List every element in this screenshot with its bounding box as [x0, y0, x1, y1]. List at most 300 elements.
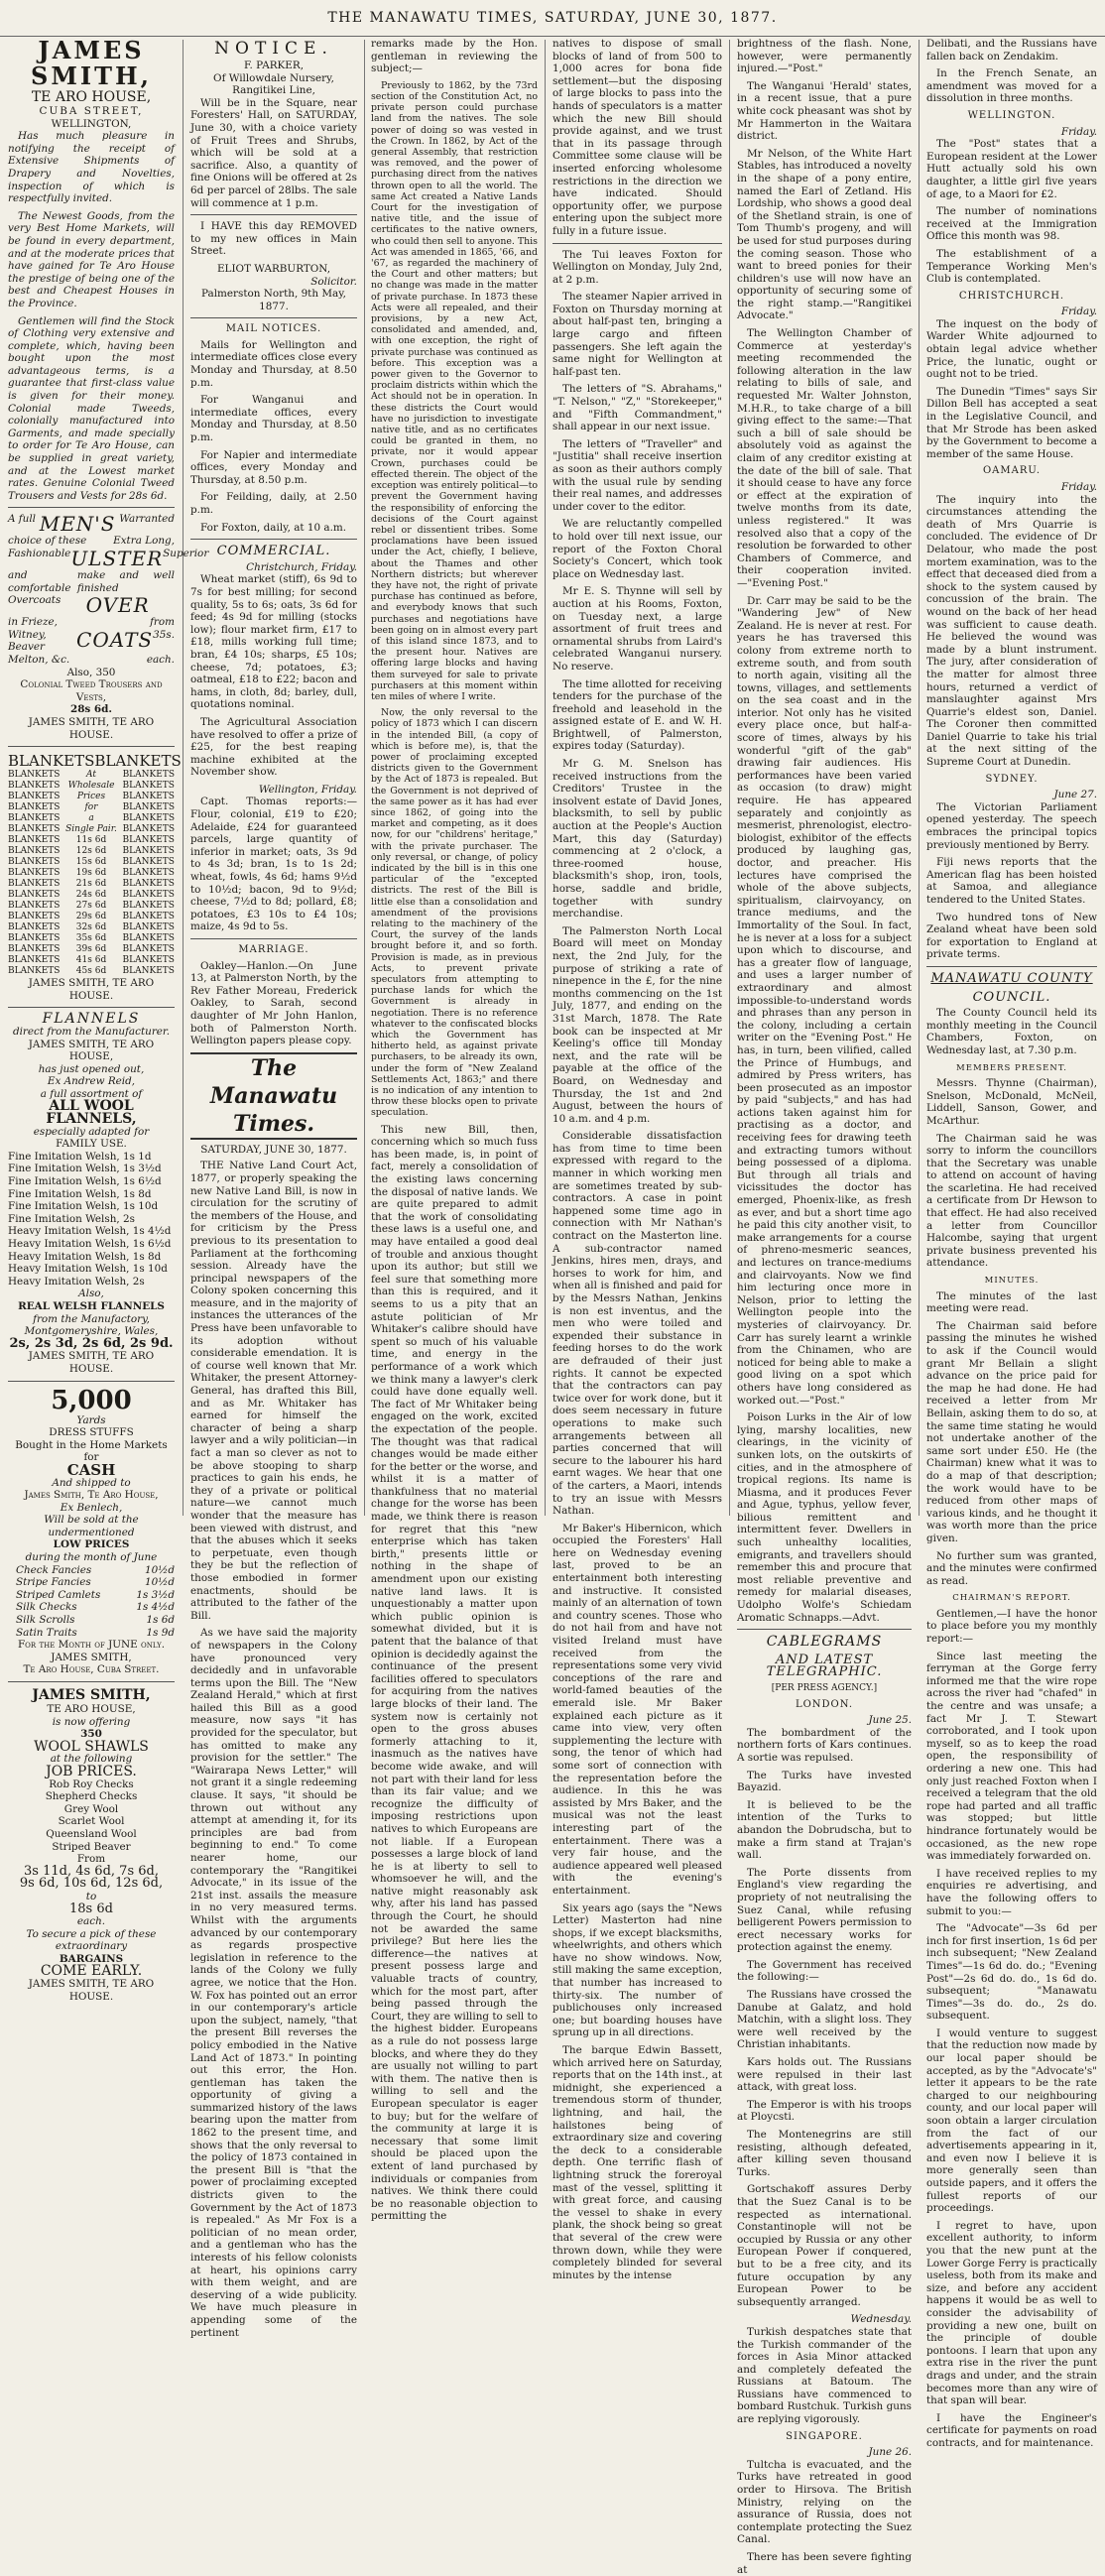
blanket-word: BLANKETS: [122, 912, 175, 922]
blanket-row: [8, 835, 175, 846]
council-11: I would venture to suggest that the reduction now made by our local paper should be accepted, as by the "Advocate's" letter it appears to be the rate charged to our neighbouring county, and our local paper will soon obtain a larger circulation from the fact of our advertisements appearing in it, and even now I believe it is more generally seen than outside papers, and it offers the fullest reports of our proceedings.: [926, 2026, 1097, 2215]
mens-left: A full: [8, 513, 36, 526]
shawl-item: Shepherd Checks: [45, 1790, 138, 1803]
signature: JAMES SMITH, TE ARO HOUSE.: [28, 1350, 155, 1375]
column-1-advertisements: [2, 36, 209, 2003]
blanket-price: 45s 6d: [75, 966, 107, 977]
blanket-word: BLANKETS: [122, 770, 175, 781]
news-item: brightness of the flash. None, however, were permanently injured.—"Post.": [737, 38, 912, 75]
melton: Melton, &c.: [8, 653, 70, 666]
oamaru-heading: OAMARU.: [982, 465, 1042, 477]
mail-notice: For Wanganui and intermediate offices, every Monday and Thursday, at 8.50 p.m.: [190, 394, 357, 444]
blanket-word: BLANKETS: [8, 792, 61, 802]
shawl-item: Rob Roy Checks: [49, 1778, 134, 1790]
column-rule: [729, 40, 730, 1516]
column-rule: [545, 40, 546, 1516]
mail-notice: For Napier and intermediate offices, every Monday and Thursday, at 8.50 p.m.: [190, 448, 357, 486]
shawl-prices-3: 18s 6d: [69, 1901, 113, 1916]
blanket-row: [8, 879, 175, 890]
signature: Te Aro House, Cuba Street.: [23, 1663, 160, 1676]
direct: direct from the Manufacturer.: [12, 1025, 171, 1038]
oamaru-1: The inquiry into the circumstances attending the death of Mrs Quarrie is concluded. The evidence of Dr Delatour, who made the post mortem examination, was to the effect that deceased died from a shock to the system caused by concussion of the brain. The wound on the back of her head was sufficient to cause death. He believed the wound was made by a blunt instrument. The jury, after consideration of the matter for almost three hours, returned a verdict of manslaughter against Mrs Quarrie's eldest son, Daniel. The Coroner then committed Daniel Quarrie to take his trial at the next sitting of the Supreme Court at Dunedin.: [926, 493, 1097, 769]
news-item: Mr Nelson, of the White Hart Stables, has introduced a novelty in the shape of a pony entire, named the Earl of Zetland. His Lordship, who shows a good deal of the Shetland strain, is one of Tom Thumb's progeny, and will be used for stud purposes during the coming season. Those who want to breed ponies for their children's use will now have an opportunity of securing some of the right stamp.—"Rangitikei Advocate.": [737, 147, 912, 322]
flannel-item: Fine Imitation Welsh, 2s: [8, 1212, 135, 1225]
ulster-left: Fashionable: [8, 548, 71, 559]
dress-item: [16, 1627, 175, 1640]
coats-big: COATS: [76, 627, 154, 652]
blanket-word: BLANKETS: [8, 912, 61, 922]
sydney-1: The Victorian Parliament opened yesterday. The speech embraces the principal topics previously mentioned by Berry.: [926, 800, 1097, 851]
news-item: The Palmerston North Local Board will meet on Monday next, the 2nd July, for the purpose of striking a rate of ninepence in the £, for the nine months commencing on the 1st July, 1877, and ending on the 31st March, 1878. The Rate book can be inspected at Mr Keeling's office till Monday next, and the rate will be payable at the office of the Board, on Wednesday and Thursday, the 1st and 2nd August, between the hours of 10 a.m. and 4 p.m.: [552, 924, 722, 1125]
news-item: The time allotted for receiving tenders for the purchase of the freehold and leasehold in the assigned estate of E. and W. H. Brightwell, of Palmerston, expires today (Saturday).: [552, 677, 722, 753]
advert-newest: The Newest Goods, from the very Best Home Markets, will be found in every department, and at the moderate prices that have gained for Te Aro House the prestige of being one of the best and Cheapest Houses in the Province.: [8, 209, 175, 309]
marriage-notice: Oakley—Hanlon.—On June 13, at Palmerston North, by the Rev Father Moreau, Frederick Oakley, to Sarah, second daughter of Mr John Hanlon, both of Palmerston North. Wellington papers please copy.: [190, 959, 357, 1047]
news-item: Considerable dissatisfaction has from time to time been expressed with regard to the manner in which working men are sometimes treated by sub-contractors. A case in point happened some time ago in connection with Mr Nathan's contract on the Masterton line. A sub-contractor named Jenkins, hires men, drays, and horses to work for him, and when all is finished and paid for by the Messrs Nathan, Jenkins is non est inventus, and the men who were toiled and expended their substance in feeding horses to do the work are defrauded of their just rights. It cannot be expected that the contractors can pay twice over for work done, but it does seem necessary in future operations to make such arrangements between all parties concerned that will secure to the labourer his hard earnt wages. We hear that one of the carters, a Maori, intends to try an issue with Messrs Nathan.: [552, 1130, 722, 1518]
press-agency: [PER PRESS AGENCY.]: [771, 1683, 878, 1693]
at-following: at the following: [50, 1753, 133, 1766]
blanket-word: BLANKETS: [8, 781, 61, 792]
blanket-word: BLANKETS: [122, 879, 175, 890]
notice-title: NOTICE.: [214, 39, 333, 59]
friday-2: Friday.: [1060, 306, 1097, 318]
cablegrams-heading: CABLEGRAMS: [766, 1634, 883, 1651]
column-3: [365, 38, 544, 2223]
news-item: We are reluctantly compelled to hold over till next issue, our report of the Foxton Choral Society's Concert, which took place on Wednesday last.: [552, 518, 722, 580]
advert-intro: Has much pleasure in notifying the receipt of Extensive Shipments of Drapery and Novelties, inspection of which is respectfully invited.: [8, 130, 175, 205]
flannel-item: Fine Imitation Welsh, 1s 6½d: [8, 1175, 162, 1188]
dress-item: [16, 1576, 175, 1589]
council-9: I have received replies to my enquiries re advertising, and have the following offers to submit to you:—: [926, 1867, 1097, 1917]
blanket-word: BLANKETS: [122, 802, 175, 813]
chairmans-report: CHAIRMAN'S REPORT.: [952, 1593, 1071, 1604]
blanket-row: [8, 912, 175, 922]
london-heading: LONDON.: [795, 1698, 854, 1710]
removed: I HAVE this day REMOVED to my new offices in Main Street.: [190, 220, 357, 258]
sydney-heading: SYDNEY.: [985, 773, 1039, 785]
bl-at: At: [86, 770, 96, 781]
blanket-row: [8, 966, 175, 977]
dress-name: Silk Scrolls: [16, 1614, 75, 1627]
bl-single: Single Pair.: [65, 824, 117, 835]
blanket-word: BLANKETS: [122, 824, 175, 835]
dress-price: 1s 3½d: [136, 1588, 175, 1601]
friday-1: Friday.: [1060, 125, 1097, 138]
secure: To secure a pick of these extraordinary: [26, 1927, 157, 1953]
blanket-word: BLANKETS: [122, 901, 175, 912]
blanket-word: BLANKETS: [8, 770, 61, 781]
job-prices: JOB PRICES.: [46, 1763, 137, 1779]
palmerston-date: Palmerston North, 9th May, 1877.: [201, 288, 346, 312]
commercial-3: Capt. Thomas reports:—Flour, colonial, £19 to £20; Adelaide, £24 for guaranteed parcels, large quantity of inferior in market; oats, 3s 9d to 4s 3d; bran, 1s to 1s 2d; wheat, fowls, 4s 6d; hams 9½d to 10½d; bacon, 9d to 9½d; cheese, 7½d to 8d; pollard, £8; potatoes, £3 10s to £4 10s; maize, 4s 9d to 5s.: [190, 796, 357, 933]
signature: JAMES SMITH, TE ARO HOUSE,: [28, 1038, 155, 1063]
blanket-row: [8, 933, 175, 944]
blanket-word: BLANKETS: [122, 966, 175, 977]
shawl-item: Queensland Wool: [46, 1827, 137, 1840]
blanket-word: BLANKETS: [8, 955, 61, 966]
blanket-word: BLANKETS: [8, 944, 61, 955]
make: make and well finished: [76, 569, 175, 594]
blanket-price: 29s 6d: [75, 912, 107, 922]
blanket-word: BLANKETS: [8, 922, 61, 933]
christchurch-dateline: Christchurch, Friday.: [246, 560, 357, 573]
blanket-word: BLANKETS: [8, 824, 61, 835]
blanket-price: 35s 6d: [75, 933, 107, 944]
commercial-2: The Agricultural Association have resolved to offer a prize of £25, for the best reaping machine exhibited at the November show.: [190, 715, 357, 779]
council-8: Since last meeting the ferryman at the Gorge ferry informed me that the wire rope across the river had "chafed" in the centre and was unsafe; a fact Mr J. T. Stewart corroborated, and I took upon myself, so as to keep the road open, the responsibility of ordering a new one. This had only just reached Foxton when I received a telegram that the old rope had parted and all traffic was stopped; but little hindrance fortunately would be occasioned, as the new rope was immediately forwarded on.: [926, 1650, 1097, 1863]
flannel-item: Heavy Imitation Welsh, 1s 10d: [8, 1263, 168, 1276]
blanket-word: BLANKETS: [122, 933, 175, 944]
flannel-item: Fine Imitation Welsh, 1s 8d: [8, 1187, 152, 1200]
blanket-word: BLANKETS: [122, 792, 175, 802]
bl-prices: Prices: [76, 792, 106, 802]
blanket-price: 27s 6d: [75, 901, 107, 912]
column-rule: [183, 40, 184, 1516]
dress-name: Silk Checks: [16, 1601, 77, 1614]
editorial-cont-2: This new Bill, then, concerning which so much fuss has been made, is, in point of fact, merely a consolidation of the existing laws concerning the disposal of native lands. We are quite prepared to admit that the work of consolidating these laws is a useful one, and may have entailed a good deal of trouble and anxious thought upon its author; but still we feel sure that something more than this is required, and it seems to us a pity that an astute politician of Mr Whitaker's calibre should have spent so much of his valuable time, and energy in the performance of a work which we think many a lawyer's clerk could have done equally well. The fact of Mr Whitaker being engaged on the work, excited the expectation of the people. The thought was that radical changes would be made either for the better or the worse, and whilst it is a matter of thankfulness that no material change for the worse has been made, we think there is reason for regret that this "new enterprise which has taken birth," presents little or nothing in the shape of amendment upon our existing native land laws. It is unquestionably a matter upon which public opinion is somewhat divided, but it is patent that the balance of that opinion is decidedly against the continuance of the present facilities offered to speculators for acquiring from the natives large blocks of their land. The system now is certainly not open to the gross abuses formerly attaching to it, inasmuch as the natives have become wide awake, and will not part with their land for less than its fair value; and we recognize the difficulty of imposing restrictions upon natives to which Europeans are not liable. If a European possesses a large block of land he is at liberty to sell to whomsoever he will, and the native might reasonably ask why, after his land has passed through the Court, he should not be awarded the same privilege? But here lies the difference—the natives at present possess large and valuable tracts of country, which for the most part, after being passed through the Court, they are willing to sell to the highest bidder. Europeans as a rule do not possess large blocks, and where they do they are usually not willing to part with them. The native then is willing to sell and the European speculator is eager to buy; but for the welfare of the community at large it is necessary that some limit should be placed upon the extent of land purchased by individuals or companies from natives. We think there could be no reasonable objection to permitting the: [371, 1123, 538, 2223]
montgomeryshire: Montgomeryshire, Wales,: [24, 1325, 159, 1338]
real-welsh: REAL WELSH FLANNELS: [18, 1299, 165, 1312]
council-2: Messrs. Thynne (Chairman), Snelson, McDonald, McNeil, Liddell, Sanson, Gower, and McArthur.: [926, 1077, 1097, 1127]
blanket-word: BLANKETS: [8, 901, 61, 912]
from: from: [150, 616, 175, 629]
signature: James Smith, Te Aro House,: [24, 1489, 159, 1502]
signature: JAMES SMITH,: [51, 1651, 132, 1663]
bought: Bought in the Home Markets for: [15, 1438, 168, 1464]
solicitor: Solicitor.: [310, 275, 357, 288]
column-4: [547, 38, 728, 2281]
during: during the month of June: [25, 1551, 158, 1564]
flannel-item: Fine Imitation Welsh, 1s 10d: [8, 1200, 159, 1213]
wool-shawls: WOOL SHAWLS: [34, 1738, 149, 1755]
price-35: 35s.: [153, 628, 175, 641]
blanket-word: BLANKETS: [122, 846, 175, 857]
dress-list: [8, 1564, 175, 1640]
each: each.: [146, 653, 175, 666]
column-5: [731, 38, 918, 2576]
flannel-item: Heavy Imitation Welsh, 1s 8d: [8, 1250, 162, 1263]
advert-brand: JAMES SMITH,: [30, 36, 152, 90]
council-12: I regret to have, upon excellent authority, to inform you that the new punt at the Lower Gorge Ferry is practically useless, both from its make and size, and before any accident happens it would be as well to consider the advisability of providing a new one, built on the principle of double pontoons. I learn that upon any extra rise in the river the punt drags and under, and the strain becomes more than any wire of that span will bear.: [926, 2219, 1097, 2407]
news-item: The letters of "S. Abrahams," "T. Nelson," "Z," "Storekeeper," and "Fifth Commandment," shall appear in our next issue.: [552, 383, 722, 433]
signature: JAMES SMITH, TE ARO HOUSE.: [28, 715, 155, 741]
cable-cont-2: In the French Senate, an amendment was moved for a dissolution in three months.: [926, 67, 1097, 105]
blanket-price: 24s 6d: [75, 890, 107, 901]
bl-for: for: [84, 802, 98, 813]
council-heading: MANAWATU COUNTY: [930, 970, 1093, 986]
mail-heading: MAIL NOTICES.: [225, 323, 322, 335]
blanket-price: 12s 6d: [75, 846, 107, 857]
blanket-word: BLANKETS: [8, 857, 61, 868]
blanket-row: [8, 857, 175, 868]
wellington-dateline: Wellington, Friday.: [258, 783, 357, 796]
news-item: The Wellington Chamber of Commerce at yesterday's meeting recommended the following alteration in the law relating to bills of sale, and requested Mr. Walter Johnston, M.H.R., to take charge of a bill giving effect to the same:—That such a bill of sale should be absolutely void as against the claim of any creditor existing at the date of the bill of sale. That it should cease to have any force or effect at the expiration of twelve months from its date, unless registered." It was resolved also that a copy of the resolution be forwarded to other Chambers of Commerce, and their cooperation invited.—"Evening Post.": [737, 327, 912, 589]
blanket-row: [8, 922, 175, 933]
local-news-cont: [737, 38, 912, 1624]
blanket-price: 39s 6d: [75, 944, 107, 955]
dress-item: [16, 1601, 175, 1614]
from-manufactory: from the Manufactory,: [33, 1312, 150, 1325]
news-item: The letters of "Traveller" and "Justitia" shall receive insertion as soon as their authors comply with the usual rule by sending their real names, and addresses under cover to the editor.: [552, 437, 722, 513]
js-heading: JAMES SMITH,: [32, 1687, 151, 1703]
mail-notice: For Foxton, daily, at 10 a.m.: [200, 521, 347, 534]
council-heading-2: COUNCIL.: [972, 989, 1051, 1005]
mail-notice: Mails for Wellington and intermediate offices close every Monday and Thursday, at 8.50 p.m.: [190, 338, 357, 389]
advert-gents: Gentlemen will find the Stock of Clothing very extensive and complete, which, having been bought upon the most advantageous terms, is a guarantee that first-class value is given for their money. Colonial made Tweeds, colonially manufactured into Garments, and made specially to order for Te Aro House, can be supplied in great variety, and at the Lowest market rates. Genuine Colonial Tweed Trousers and Vests for 28s 6d.: [8, 314, 175, 502]
commercial-1: Wheat market (stiff), 6s 9d to 7s for best milling; for second quality, 5s to 6s; oats, 3s 6d for feed; 4s 9d for milling (stocks low); flour market firm, £17 to £18, mills working full time; bran, £4 10s; sharps, £5 10s; cheese, 7d; potatoes, £3; oatmeal, £18 to £22; bacon and hams, in cloth, 8d; barley, dull, quotations nominal.: [190, 573, 357, 711]
blanket-word: BLANKETS: [122, 781, 175, 792]
blanket-price: 41s 6d: [75, 955, 107, 966]
sydney-3: Two hundred tons of New Zealand wheat have been sold for exportation to England at private terms.: [926, 911, 1097, 961]
mens-big: MEN'S: [39, 512, 116, 537]
dress-item: [16, 1589, 175, 1602]
blankets-title-right: BLANKETS: [94, 752, 182, 771]
all-wool: ALL WOOL FLANNELS,: [46, 1098, 137, 1128]
blanket-price-list: [8, 835, 175, 977]
blanket-word: BLANKETS: [8, 813, 61, 824]
come-early: COME EARLY.: [40, 1963, 143, 1980]
dress-price: 1s 6d: [146, 1614, 175, 1627]
dress-name: Satin Traits: [16, 1626, 77, 1639]
witney: Witney, Beaver: [8, 628, 47, 654]
mens-extra: Extra Long,: [113, 535, 175, 548]
shawl-item: Scarlet Wool: [58, 1815, 125, 1828]
editorial-2: As we have said the majority of newspapers in the Colony have pronounced very decidedly and in unfavorable terms upon the Bill. The "New Zealand Herald," which at first hailed this Bill as a good measure, now says "it has provided for the speculator, but has omitted to make any provision for the settler." The "Wairarapa News Letter," will not grant it a single redeeming clause. It says, "it should be thrown out without any attempt at amending it, for its principles are bad from beginning to end." To come nearer home, our contemporary the "Rangitikei Advocate," in its issue of the 21st inst. assails the measure in no very measured terms. Whilst with the arguments advanced by our contemporary as regards prospective legislation in reference to the lands of the Colony we fully agree, we notice that the Hon. W. Fox has pointed out an error in our contemporary's article upon the subject, namely, "that the present Bill reverses the policy embodied in the Native Land Act of 1873." In pointing out this error, the Hon. gentleman has taken the opportunity of giving a summarized history of the laws bearing upon the matter from 1862 to the present time, and shows that the only reversal to the policy of 1873 contained in the present Bill is "that the power of proclaiming excepted districts given to the Government by the Act of 1873 is repealed." As Mr Fox is a politician of no mean order, and a gentleman who has the interests of his fellow colonists at heart, his opinions carry with them weight, and are deserving of a wide publicity. We have much pleasure in appending some of the pertinent: [190, 1627, 357, 2339]
mens-right: Warranted: [119, 513, 175, 526]
cable-item: Kars holds out. The Russians were repulsed in their last attack, with great loss.: [737, 2056, 912, 2094]
column-2: [184, 38, 363, 2339]
column-6: [921, 38, 1103, 2449]
sydney-2: Fiji news reports that the American flag has been hoisted at Samoa, and allegiance tendered to the United States.: [926, 856, 1097, 906]
bargains: BARGAINS: [59, 1952, 124, 1965]
mail-notice: For Feilding, daily, at 2.50 p.m.: [190, 491, 357, 516]
cash: CASH: [66, 1460, 116, 1479]
marriage-heading: MARRIAGE.: [238, 944, 309, 955]
te-aro-heading: TE ARO HOUSE,: [47, 1703, 136, 1715]
dress-price: 10½d: [145, 1563, 175, 1576]
news-item: Mr Baker's Hibernicon, which occupied the Foresters' Hall here on Wednesday evening last, proved to be an entertainment both interesting and instructive. It consisted mainly of an alternation of town and country scenes. Those who do not hail from and have not visited Ireland must have received from the representations some very vivid conceptions of the rare and world-famed beauties of the emerald isle. Mr Baker explained each picture as it came into view, very often supplementing the lecture with song, the tenor of which had some sort of connection with the representation before the audience. In this he was assisted by Mrs Baker, and the musical was not the least interesting part of the entertainment. There was a very fair house, and the audience appeared well pleased with the evening's entertainment.: [552, 1522, 722, 1897]
cable-items: [737, 1727, 912, 2309]
overcoats: Overcoats: [8, 594, 61, 607]
blanket-row: [8, 868, 175, 879]
to: to: [85, 1890, 97, 1902]
minutes-heading: MINUTES.: [984, 1276, 1040, 1287]
blanket-word: BLANKETS: [8, 933, 61, 944]
blanket-word: BLANKETS: [8, 802, 61, 813]
singapore-heading: SINGAPORE.: [786, 2430, 863, 2442]
cable-item: Gortschakoff assures Derby that the Suez Canal is to be respected as international. Constantinople will not be occupied by Russia or any other European Power if conquered, but to be a free city, and its future occupation by any European Power to be subsequently arranged.: [737, 2183, 912, 2308]
blanket-word: BLANKETS: [122, 868, 175, 879]
singapore-text-2: There has been severe fighting at: [737, 2551, 912, 2576]
five-thousand: 5,000: [51, 1385, 132, 1415]
june-25: June 25.: [868, 1714, 912, 1727]
paper-title: The Manawatu Times.: [190, 1052, 357, 1140]
notice-body: Will be in the Square, near Foresters' Hall, on SATURDAY, June 30, with a choice variety of Fruit Trees and Shrubs, which will be sold at a sacrifice. Also, a quantity of fine Onions will be offered at 2s 6d per parcel of 28lbs. The sale will commence at 1 p.m.: [190, 96, 357, 209]
each2: each.: [76, 1915, 106, 1928]
cable-item: The Russians have crossed the Danube at Galatz, and hold Matchin, with a slight loss. They were well received by the Christian inhabitants.: [737, 1989, 912, 2051]
dress-price-list: [8, 1564, 175, 1640]
dress-price: 10½d: [145, 1576, 175, 1589]
christchurch-2: The Dunedin "Times" says Sir Dillon Bell has accepted a seat in the Legislative Council, and that Mr Strode has been asked by the Government to become a member of the same House.: [926, 385, 1097, 460]
cable-item: The Porte dissents from England's view regarding the propriety of not neutralising the Suez Canal, while refusing belligerent Powers permission to erect necessary works for protection against the enemy.: [737, 1866, 912, 1954]
blanket-word: BLANKETS: [122, 890, 175, 901]
shawl-item: Grey Wool: [63, 1802, 119, 1815]
wellington-1: The "Post" states that a European resident at the Lower Hutt actually sold his own daughter, a little girl five years of age, to a Maori for £2.: [926, 138, 1097, 200]
council-1: The County Council held its monthly meeting in the Council Chambers, Foxton, on Wednesday last, at 7.30 p.m.: [926, 1007, 1097, 1056]
council-6: No further sum was granted, and the minutes were confirmed as read.: [926, 1549, 1097, 1587]
eliot: ELIOT WARBURTON,: [216, 262, 331, 275]
council-4: The minutes of the last meeting were read.: [926, 1289, 1097, 1315]
cable-item: The Turks have invested Bayazid.: [737, 1769, 912, 1794]
dress-item: [16, 1614, 175, 1627]
blankets-title-left: BLANKETS: [8, 752, 95, 771]
yards: Yards: [76, 1413, 106, 1426]
june-26: June 26.: [868, 2446, 912, 2459]
ex-benlech: Ex Benlech,: [60, 1501, 123, 1514]
flannel-item: Fine Imitation Welsh, 1s 3½d: [8, 1163, 162, 1175]
blanket-price: 19s 6d: [75, 868, 107, 879]
council-10: The "Advocate"—3s 6d per inch for first insertion, 1s 6d per inch subsequent; "New Zealand Times"—1s 6d do. do.; "Evening Post"—2s 6d do. do., 1s 6d do. subsequent; "Manawatu Times"—3s do. do., 2s do. subsequent.: [926, 1922, 1098, 2023]
blanket-row: [8, 901, 175, 912]
family-use: FAMILY USE.: [56, 1138, 127, 1151]
council-13: I have the Engineer's certificate for payments on road contracts, and for maintenance.: [926, 2411, 1097, 2449]
christchurch-heading: CHRISTCHURCH.: [958, 290, 1065, 302]
mens-choice: choice of these: [8, 535, 87, 548]
cable-item: The Emperor is with his troops at Ploycsti.: [737, 2098, 912, 2124]
column-rule: [919, 40, 920, 1516]
news-item: The steamer Napier arrived in Foxton on Thursday morning at about half-past ten, bringing a large cargo and fifteen passengers. She left again the same night for Wellington at half-past ten.: [552, 291, 722, 378]
local-news: [552, 249, 722, 2282]
council-7: Gentlemen,—I have the honor to place before you my monthly report:—: [926, 1607, 1097, 1646]
signature: JAMES SMITH, TE ARO HOUSE.: [28, 1978, 155, 2003]
low-prices: LOW PRICES: [53, 1538, 130, 1551]
dress-name: Check Fancies: [16, 1563, 92, 1576]
blanket-price: 21s 6d: [75, 879, 107, 890]
ex-ship: Ex Andrew Reid,: [47, 1075, 136, 1088]
blanket-price: 15s 6d: [75, 857, 107, 868]
blanket-word: BLANKETS: [122, 813, 175, 824]
wednesday-text: Turkish despatches state that the Turkish commander of the forces in Asia Minor attacked and completely defeated the Russians at Batoum. The Russians have commenced to bombard Rustchuk. Turkish guns are replying vigorously.: [737, 2325, 912, 2426]
cable-item: The bombardment of the northern forts of Kars continues. A sortie was repulsed.: [737, 1726, 912, 1764]
also: Also, 350: [66, 666, 116, 678]
christchurch-1: The inquest on the body of Warder White adjourned to obtain legal advice whether Price, the lunatic, ought or ought not to be tried.: [926, 317, 1097, 381]
blanket-word: BLANKETS: [122, 857, 175, 868]
blanket-word: BLANKETS: [122, 944, 175, 955]
news-item: Poison Lurks in the Air of low lying, marshy localities, new clearings, in the vicinity of sunken lots, on the outskirts of cities, and in the atmosphere of tropical regions. Its name is Miasma, and it produces Fever and Ague, typhus, yellow fever, bilious remittent and intermittent fever. Dwellers in such unhealthy localities, emigrants, and travellers should remember this and procure that most reliable preventive and remedy for malarial diseases, Udolpho Wolfe's Schiedam Aromatic Schnapps.—Advt.: [737, 1411, 912, 1624]
n350: 350: [80, 1728, 102, 1741]
shawl-list: [8, 1779, 175, 1854]
mail-notices: [190, 339, 357, 534]
blanket-word: BLANKETS: [8, 846, 61, 857]
comf: and comfortable: [8, 569, 71, 594]
wellington-3: The establishment of a Temperance Working Men's Club is contemplated.: [926, 247, 1097, 286]
shipped: And shipped to: [52, 1476, 131, 1489]
flannel-item: Heavy Imitation Welsh, 1s 6½d: [8, 1238, 172, 1250]
wellington-2: The number of nominations received at the Immigration Office this month was 98.: [926, 205, 1097, 243]
full-assortment: a full assortment of: [40, 1087, 143, 1100]
advert-store: TE ARO HOUSE,: [31, 89, 152, 105]
colonial: Colonial Tweed Trousers and Vests,: [20, 678, 163, 703]
welsh-prices: 2s, 2s 3d, 2s 6d, 2s 9d.: [9, 1335, 174, 1351]
frieze: in Frieze,: [8, 616, 58, 629]
blanket-row: [8, 955, 175, 966]
flannels-title: FLANNELS: [42, 1011, 141, 1028]
news-item: Mr E. S. Thynne will sell by auction at his Rooms, Foxton, on Tuesday next, a large assortment of fruit trees and ornamental shrubs from Laird's celebrated Wanganui nursery. No reserve.: [552, 585, 722, 673]
dress-price: 1s 4½d: [136, 1601, 175, 1614]
dress-item: [16, 1564, 175, 1577]
parker: F. PARKER,: [243, 60, 305, 71]
signature: JAMES SMITH, TE ARO HOUSE.: [28, 977, 155, 1002]
adapted: especially adapted for: [33, 1125, 150, 1138]
june-27: June 27.: [1053, 789, 1097, 801]
friday-3: Friday.: [1060, 481, 1097, 493]
editorial-cont-1: remarks made by the Hon. gentleman in reviewing the subject;—: [371, 38, 538, 75]
singapore-text: Tultcha is evacuated, and the Turks have retreated in good order to Hirsova. The British Ministry, relying on the assurance of Russia, does not contemplate protecting the Suez Canal.: [737, 2458, 912, 2546]
bl-wholesale: Wholesale: [67, 781, 115, 792]
nursery: Of Willowdale Nursery, Rangitikei Line,: [213, 71, 334, 97]
news-item: The barque Edwin Bassett, which arrived here on Saturday, reports that on the 14th inst., at midnight, she experienced a tremendous storm of thunder, lightning, and hail, the hailstones being of extraordinary size and covering the deck to a considerable depth. One terrific flash of lightning struck the foreroyal mast of the vessel, splitting it with great force, and causing the vessel to shake in every plank, the shock being so great that several of the crew were thrown down, while they were completely blinded for several minutes by the intense: [552, 2044, 722, 2281]
cable-item: It is believed to be the intention of the Turks to abandon the Dobrudscha, but to make a firm stand at Trajan's wall.: [737, 1798, 912, 1862]
cable-item: The Government has received the following:—: [737, 1958, 912, 1984]
blanket-word: BLANKETS: [122, 835, 175, 846]
blanket-word: BLANKETS: [8, 890, 61, 901]
cable-item: The Montenegrins are still resisting, although defeated, after killing seven thousand Turks.: [737, 2129, 912, 2178]
for-june: For the Month of JUNE only.: [17, 1639, 166, 1652]
commercial-heading: COMMERCIAL.: [216, 544, 331, 559]
shawl-prices-2: 9s 6d, 10s 6d, 12s 6d,: [19, 1876, 164, 1892]
news-item: Dr. Carr may be said to be the "Wandering Jew" of New Zealand. He is never at rest. For years he has traversed this colony from extreme north to extreme south, and from south to north again, visiting all the towns, villages, and settlements on the sea coast and in the interior. Not only has he visited every place once, but half-a-score of times, always by his wonderful "gift of the gab" drawing fair audiences. His performances have been varied as occasion (to draw) might require. He has appeared separately and conjointly as mesmerist, phrenologist, electro-biologist, exhibitor of the effects produced by laughing gas, doctor, and preacher. His lectures have comprised the whole of the above subjects, spiritualism, clairvoyancy, on trance mediums, and the Immortality of the Soul. In fact, he is never at a loss for a subject upon which to discourse, and has a greater flow of language, and uses a larger number of extraordinary and almost impossible-to-understand words and phrases than any person in the colony, including a certain writer on the "Evening Post." He has, in turn, been vilified, called the Prince of Humbugs, and admired by Press writers, has been prosecuted as an impostor by paid "subjects," and has had actions taken against him for practising as a doctor, and receiving fees for drawing teeth and extracting tumors without being possessed of a diploma. But through all trials and vicissitudes the doctor has emerged, Phoenix-like, as fresh as ever, and but a short time ago he paid this city another visit, to make arrangements for a course of phreno-mesmeric seances, and lectures on trance-mediums and clairvoyants. Now we find him lecturing once more in Nelson, prior to letting the Wellington people into the mysteries of clairvoyancy. Dr. Carr has surely learnt a wrinkle from the Chinamen, who are noticed for being able to make a good living on a spot which others have long considered as worked out.—"Post.": [737, 594, 912, 1407]
editorial-end: natives to dispose of small blocks of land of from 500 to 1,000 acres for bona fide settlement—but the disposing of large blocks to pass into the hands of speculators is a matter which the new Bill should provide against, and we trust that in its passage through Committee some clause will be inserted enforcing wholesome restrictions in the direction we have indicated. Should opportunity offer, we purpose entering upon the subject more fully in a future issue.: [552, 38, 722, 237]
flannel-item: Heavy Imitation Welsh, 2s: [8, 1275, 145, 1288]
blanket-word: BLANKETS: [8, 868, 61, 879]
just-opened: has just opened out,: [38, 1062, 145, 1075]
from2: From: [76, 1853, 106, 1866]
council-3: The Chairman said he was sorry to inform the councillors that the Secretary was unable to attend on account of having the scarletina. He had received a certificate from Dr Hewson to that effect. He had also received a letter from Councillor Halcombe, saying that urgent private business prevented his attendance.: [926, 1132, 1097, 1270]
over-big: OVER: [85, 593, 150, 618]
masthead: THE MANAWATU TIMES, SATURDAY, JUNE 30, 1877.: [0, 0, 1105, 37]
blanket-price: 11s 6d: [75, 835, 107, 846]
ulster-right: Superior: [163, 548, 209, 559]
blanket-price: 32s 6d: [75, 922, 107, 933]
editorial-1: THE Native Land Court Act, 1877, or properly speaking the new Native Land Bill, is now in circulation for the scrutiny of the members of the House, and for criticism by the Press previous to its presentation to Parliament at the forthcoming session. Already have the principal newspapers of the Colony spoken concerning this measure, and in the majority of instances the utterances of the Press have been unfavorable to its adoption without considerable emendation. It is of course well known that Mr. Whitaker, the present Attorney-General, has drafted this Bill, and as Mr. Whitaker has earned for himself the character of being a sharp lawyer and a wily politician—in fact a man so clever as not to be above stooping to sharp practices to gain his ends, he they of a private or political nature—we cannot much wonder that the measure has been viewed with distrust, and that the abuses which it seeks to perpetuate, even though they be but the reflection of those embodied in former enactments, should be attributed to the father of the Bill.: [190, 1160, 357, 1622]
news-item: Mr G. M. Snelson has received instructions from the Creditors' Trustee in the insolvent estate of David Jones, blacksmith, to sell by public auction at the People's Auction Mart, this day (Saturday) commencing at 2 o'clock, a three-roomed house, blacksmith's shop, iron, tools, horse, saddle and bridle, together with sundry merchandise.: [552, 758, 722, 920]
fox-quote-2: Now, the only reversal to the policy of 1873 which I can discern in the intended Bill, (a copy of which is before me), is, that the power of proclaiming excepted districts given to the Government by the Act of 1873 is repealed. But the Government is not deprived of the same power as it has had ever since 1862, of going into the market and competing, as it does now, for our "childrens' heritage," with the private purchaser. The only reversal, or change, of policy indicated by the bill is in this one particular of the "excepted districts. The rest of the Bill is little else than a consolidation and amendment of the provisions relating to the machinery of the Court, the survey of the lands brought before it, and so forth. Provision is made, as in previous Acts, to prevent private speculators from attempting to purchase lands for which the Government is already in negotiation. There is no reference whatever to the confiscated blocks which the Government has hitherto held, as against private purchasers, to be already its own, under the form of "New Zealand Settlements Act, 1863;" and there is no indication of any intention to throw these blocks open to private speculation.: [371, 707, 538, 1119]
blanket-word: BLANKETS: [8, 879, 61, 890]
shawl-item: Striped Beaver: [52, 1840, 131, 1853]
ulster-big: ULSTER: [70, 547, 164, 570]
wellington-heading: WELLINGTON.: [967, 109, 1056, 121]
paper-date: SATURDAY, JUNE 30, 1877.: [200, 1143, 347, 1156]
blanket-word: BLANKETS: [122, 955, 175, 966]
will-be-sold: Will be sold at the undermentioned: [44, 1514, 139, 1538]
advert-street: CUBA STREET,: [39, 105, 144, 117]
fox-quote-1: Previously to 1862, by the 73rd section of the Constitution Act, no private person could purchase land from the natives. The sole power of doing so was vested in the Crown. In 1862, by Act of the general Assembly, that restriction was removed, and the power of purchasing direct from the natives thrown open to all the world. The same Act created a Native Lands Court for the investigation of native title, and the issue of certificates to the native owners, who could then sell to anyone. This Act was amended in 1865, '66, and '67, as regarded the machinery of the Court and other matters; but no change was made in the matter of private purchase. In 1873 these Acts were all repealed, and their provisions, by a new Act, consolidated and amended, and, with one exception, the right of private purchase was continued as before. This exception was a power given to the Governor to proclaim districts within which the Act should not be in operation. In these districts the Court would have no jurisdiction to investigate native title, and as no certificates could be granted in them, no private, nor it would appear Crown, purchases could be effected therein. The object of the exception was entirely political—to prevent the Government having the responsibility of enforcing the decisions of the Court against rebel or dissentient tribes. Some proclamations have been issued under the Act, chiefly, I believe, about the Thames and other Northern districts; but wherever they have not, the right of private purchase has continued as before, and everybody knows that such purchases and negotiations have been going on in almost every part of this island since 1873, and to the present hour. Natives are offering large blocks and having them surveyed for sale to private purchasers at this moment within ten miles of where I write.: [371, 79, 538, 702]
members-present: MEMBERS PRESENT.: [956, 1062, 1067, 1073]
bl-a: a: [88, 813, 94, 824]
dress-name: Striped Camlets: [16, 1588, 101, 1601]
blanket-row: [8, 890, 175, 901]
dress-price: 1s 9d: [146, 1626, 175, 1639]
dress-stuffs: DRESS STUFFS: [49, 1426, 134, 1439]
also-2: Also,: [78, 1288, 104, 1300]
news-item: The Tui leaves Foxton for Wellington on Monday, July 2nd, at 2 p.m.: [552, 248, 722, 286]
blanket-word: BLANKETS: [8, 966, 61, 977]
council-5: The Chairman said before passing the minutes he wished to ask if the Council would grant Mr Bellain a slight advance on the price paid for the map he had done. He had received a letter from Mr Bellain, asking them to do so, at the same time stating he would not undertake another of the same sort under £50. He (the Chairman) knew what it was to do a map of that description; the work would have to be reduced from other maps of various kinds, and he thought it was worth more than the price given.: [926, 1319, 1097, 1544]
blanket-row: [8, 846, 175, 857]
price-28s6d: 28s 6d.: [69, 703, 113, 716]
blanket-row: [8, 944, 175, 955]
flannel-price-list: [8, 1151, 175, 1288]
news-item: Six years ago (says the "News Letter) Masterton had nine shops, if we except blacksmiths, wheelwrights, and others which have no show windows. Now, still making the same exception, that number has increased to thirty-six. The number of publichouses only increased one; but boarding houses have sprung up in all directions.: [552, 1901, 722, 2039]
